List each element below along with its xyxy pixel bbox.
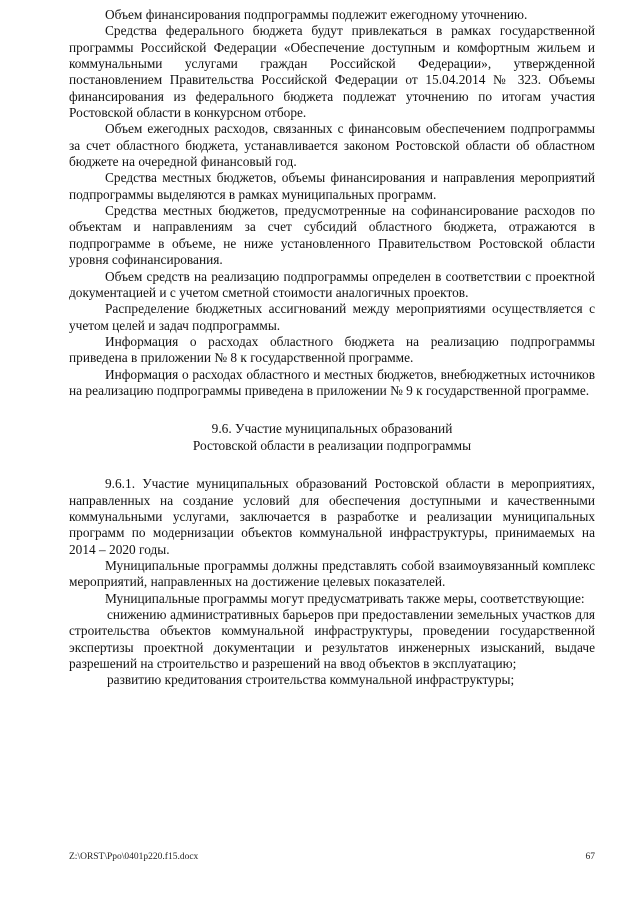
paragraph-municipal-programs: Муниципальные программы должны представлять собой взаимоувязанный комплекс мероприятий, направленных на достижение целевых показателей. <box>69 557 595 590</box>
paragraph-cofinancing: Средства местных бюджетов, предусмотренные на софинансирование расходов по объектам и направлениям за счет субсидий областного бюджета, отражаются в подпрограмме в объеме, не ниже установленного Правительством Ростовской области уровня софинансирования. <box>69 203 595 268</box>
paragraph-measures-intro: Муниципальные программы могут предусматривать также меры, соответствующие: <box>105 590 585 606</box>
paragraph-appendix-9: Информация о расходах областного и местных бюджетов, внебюджетных источников на реализацию подпрограммы приведена в приложении № 9 к государственной программе. <box>69 366 595 398</box>
section-heading-line-1: 9.6. Участие муниципальных образований <box>211 421 453 437</box>
paragraph-federal-budget: Средства федерального бюджета будут привлекаться в рамках государственной программы Российской Федерации «Обеспечение доступным и комфортным жильем и коммунальными услугами граждан Российской Федерации», утвержденной постановлением Правительства Российской Федерации от 15.04.2014 № 323. Объемы финансирования из федерального бюджета подлежат уточнению по итогам участия Ростовской области в конкурсном отборе. <box>69 23 595 121</box>
paragraph-appendix-8: Информация о расходах областного бюджета на реализацию подпрограммы приведена в приложении № 8 к государственной программе. <box>69 333 595 366</box>
paragraph-allocation: Распределение бюджетных ассигнований между мероприятиями осуществляется с учетом целей и задач подпрограммы. <box>69 301 595 333</box>
page-number: 67 <box>585 852 595 862</box>
document-page <box>69 7 595 689</box>
footer-file-path: Z:\ORST\Ppo\0401p220.f15.docx <box>69 852 199 862</box>
section-heading-line-2: Ростовской области в реализации подпрограммы <box>192 438 472 454</box>
list-item-admin-barriers: снижению административных барьеров при предоставлении земельных участков для строительства объектов коммунальной инфраструктуры, проведении государственной экспертизы проектной документации и результатов инженерных изысканий, выдаче разрешений на строительство и разрешений на ввод объектов в эксплуатацию; <box>69 607 595 672</box>
paragraph-local-budgets: Средства местных бюджетов, объемы финансирования и направления мероприятий подпрограммы выделяются в рамках муниципальных программ. <box>69 170 595 202</box>
paragraph-project-volume: Объем средств на реализацию подпрограммы определен в соответствии с проектной документацией и с учетом сметной стоимости аналогичных проектов. <box>69 268 595 300</box>
paragraph-financing-update: Объем финансирования подпрограммы подлежит ежегодному уточнению. <box>105 7 528 22</box>
paragraph-9-6-1: 9.6.1. Участие муниципальных образований Ростовской области в мероприятиях, направленных на создание условий для обеспечения доступными и качественными коммунальными услугами, заключается в разработке и реализации муниципальных программ по модернизации объектов коммунальной инфраструктуры, принимаемых на 2014 – 2020 годы. <box>69 476 595 557</box>
section-heading <box>69 420 595 454</box>
paragraph-regional-budget: Объем ежегодных расходов, связанных с финансовым обеспечением подпрограммы за счет областного бюджета, устанавливается законом Ростовской области об областном бюджете на очередной финансовый год. <box>69 121 595 170</box>
list-item-crediting: развитию кредитования строительства коммунальной инфраструктуры; <box>107 672 515 688</box>
